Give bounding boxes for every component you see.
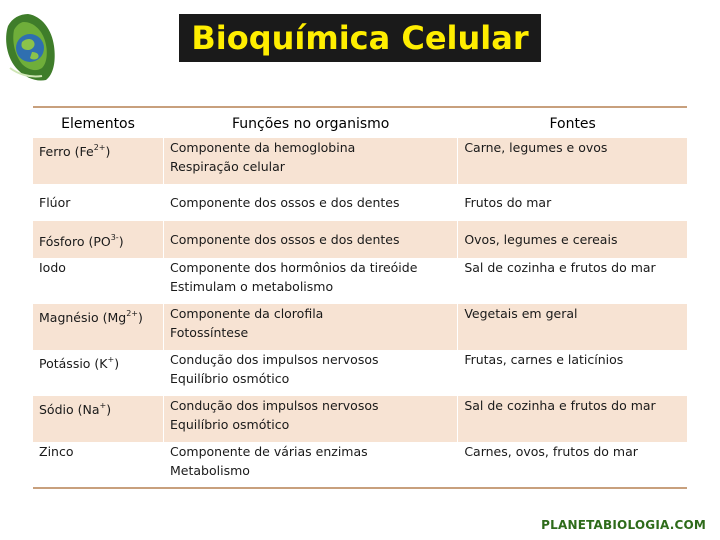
table-row — [33, 184, 687, 221]
sources-cell: Carne, legumes e ovos — [458, 138, 687, 184]
functions-cell: Condução dos impulsos nervosos Equilíbrio osmótico — [164, 350, 458, 396]
element-cell: Sódio (Na+) — [33, 396, 164, 442]
functions-cell: Componente da clorofila Fotossíntese — [164, 304, 458, 350]
functions-cell: Componente dos hormônios da tireóide Estimulam o metabolismo — [164, 258, 458, 304]
column-header-sources: Fontes — [458, 107, 687, 138]
column-header-functions: Funções no organismo — [164, 107, 458, 138]
sources-cell: Vegetais em geral — [458, 304, 687, 350]
table-header-row — [33, 107, 687, 138]
element-cell: Fósforo $(PO^{3-})$ — [33, 221, 164, 258]
element-cell: Zinco — [33, 442, 164, 488]
table-row — [33, 304, 687, 350]
functions-cell: Componente dos ossos e dos dentes — [164, 221, 458, 258]
table-row — [33, 442, 687, 488]
table-row — [33, 221, 687, 258]
sources-cell: Frutas, carnes e laticínios — [458, 350, 687, 396]
sources-cell: Sal de cozinha e frutos do mar — [458, 396, 687, 442]
sources-cell: Sal de cozinha e frutos do mar — [458, 258, 687, 304]
sources-cell: Frutos do mar — [458, 184, 687, 221]
table-row — [33, 350, 687, 396]
element-cell: Flúor — [33, 184, 164, 221]
element-cell: Iodo — [33, 258, 164, 304]
functions-cell: Componente da hemoglobina Respiração celular — [164, 138, 458, 184]
site-credit: PLANETABIOLOGIA.COM — [535, 516, 712, 534]
sources-cell: Carnes, ovos, frutos do mar — [458, 442, 687, 488]
table-row — [33, 258, 687, 304]
functions-cell: Componente de várias enzimas Metabolismo — [164, 442, 458, 488]
column-header-elements: Elementos — [33, 107, 164, 138]
functions-cell: Condução dos impulsos nervosos Equilíbrio osmótico — [164, 396, 458, 442]
elements-table — [33, 106, 687, 489]
table-row — [33, 396, 687, 442]
table-row — [33, 138, 687, 184]
functions-cell: Componente dos ossos e dos dentes — [164, 184, 458, 221]
element-cell: Potássio (K+) — [33, 350, 164, 396]
element-cell: Ferro $(Fe^{2+})$ — [33, 138, 164, 184]
page-title: Bioquímica Celular — [179, 14, 540, 62]
element-cell: Magnésio $(Mg^{2+})$ — [33, 304, 164, 350]
sources-cell: Ovos, legumes e cereais — [458, 221, 687, 258]
